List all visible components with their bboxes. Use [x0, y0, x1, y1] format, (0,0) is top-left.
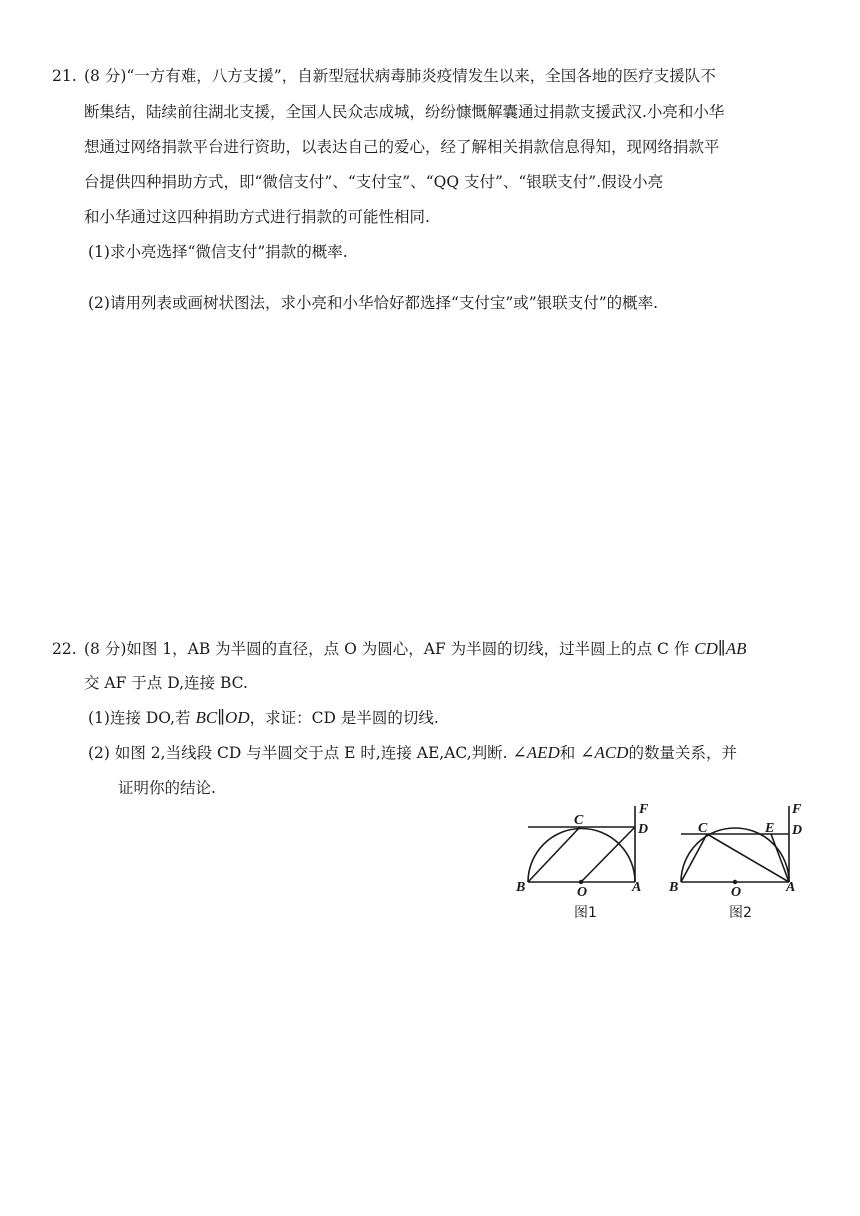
fig2-line-ca: [707, 834, 789, 882]
fig1-label-o: O: [577, 885, 588, 900]
figure-2: [666, 798, 816, 926]
q22-part-1-math: BC∥OD: [195, 708, 250, 727]
q22-line-1-text: (8 分)如图 1，AB 为半圆的直径，点 O 为圆心，AF 为半圆的切线，过半圆上的点 C 作: [84, 640, 695, 658]
fig2-line-ea: [771, 834, 789, 882]
fig2-line-bc: [681, 834, 707, 882]
fig2-label-e: E: [765, 821, 775, 836]
figure-2-geometry: [681, 806, 789, 882]
q22-part-1-text-b: ，求证：CD 是半圆的切线.: [249, 709, 439, 727]
fig1-label-b: B: [516, 880, 526, 895]
fig1-caption: 图1: [574, 905, 597, 921]
q22-part-1-text-a: (1)连接 DO,若: [88, 709, 196, 727]
q21-part-1: (1)求小亮选择“微信支付”捐款的概率.: [88, 243, 348, 261]
q21-line-5: 和小华通过这四种捐助方式进行捐款的可能性相同.: [84, 208, 430, 226]
fig2-label-o: O: [731, 885, 742, 900]
fig1-label-d: D: [638, 822, 649, 837]
fig1-label-c: C: [574, 813, 584, 828]
q22-line-1: [84, 639, 747, 659]
fig1-label-a: A: [632, 880, 642, 895]
fig1-point-o: [579, 880, 583, 884]
q21-line-4: 台提供四种捐助方式，即“微信支付”、“支付宝”、“QQ 支付”、“银联支付”.假设小亮: [84, 173, 664, 191]
fig2-point-o: [733, 880, 737, 884]
fig2-label-b: B: [669, 880, 679, 895]
q22-part-2-line-2: 证明你的结论.: [118, 779, 216, 797]
q22-part-2-text-a: (2) 如图 2,当线段 CD 与半圆交于点 E 时,连接 AE,AC,判断.: [88, 744, 513, 762]
fig1-label-f: F: [639, 802, 649, 817]
fig2-caption: 图2: [729, 905, 752, 921]
q22-number: 22.: [52, 640, 77, 658]
q22-part-2-math-a: ∠AED: [512, 743, 560, 762]
fig2-semicircle: [681, 828, 789, 882]
q21-line-3: 想通过网络捐款平台进行资助，以表达自己的爱心，经了解相关捐款信息得知，现网络捐款平: [84, 138, 720, 156]
fig2-label-c: C: [698, 821, 708, 836]
q22-line-2: 交 AF 于点 D,连接 BC.: [84, 674, 248, 692]
q22-line-1-math: CD∥AB: [694, 639, 747, 658]
q22-part-2-text-c: 的数量关系，并: [628, 744, 737, 762]
q21-line-2: 断集结，陆续前往湖北支援，全国人民众志成城，纷纷慷慨解囊通过捐款支援武汉.小亮和小华: [84, 103, 725, 121]
q22-part-2-math-b: ∠ACD: [580, 743, 629, 762]
fig1-semicircle: [528, 829, 635, 883]
q22-part-2-text-b: 和: [559, 744, 581, 762]
q21-line-1: (8 分)“一方有难，八方支援”，自新型冠状病毒肺炎疫情发生以来，全国各地的医疗支援队不: [84, 67, 716, 85]
fig2-label-f: F: [792, 802, 802, 817]
fig2-label-a: A: [786, 880, 796, 895]
fig2-label-d: D: [792, 823, 803, 838]
q21-part-2: (2)请用列表或画树状图法，求小亮和小华恰好都选择“支付宝”或”银联支付”的概率.: [88, 294, 659, 312]
q21-number: 21.: [52, 67, 77, 85]
q22-part-2: [88, 743, 737, 763]
q22-part-1: [88, 708, 439, 728]
figure-1: [508, 798, 658, 926]
